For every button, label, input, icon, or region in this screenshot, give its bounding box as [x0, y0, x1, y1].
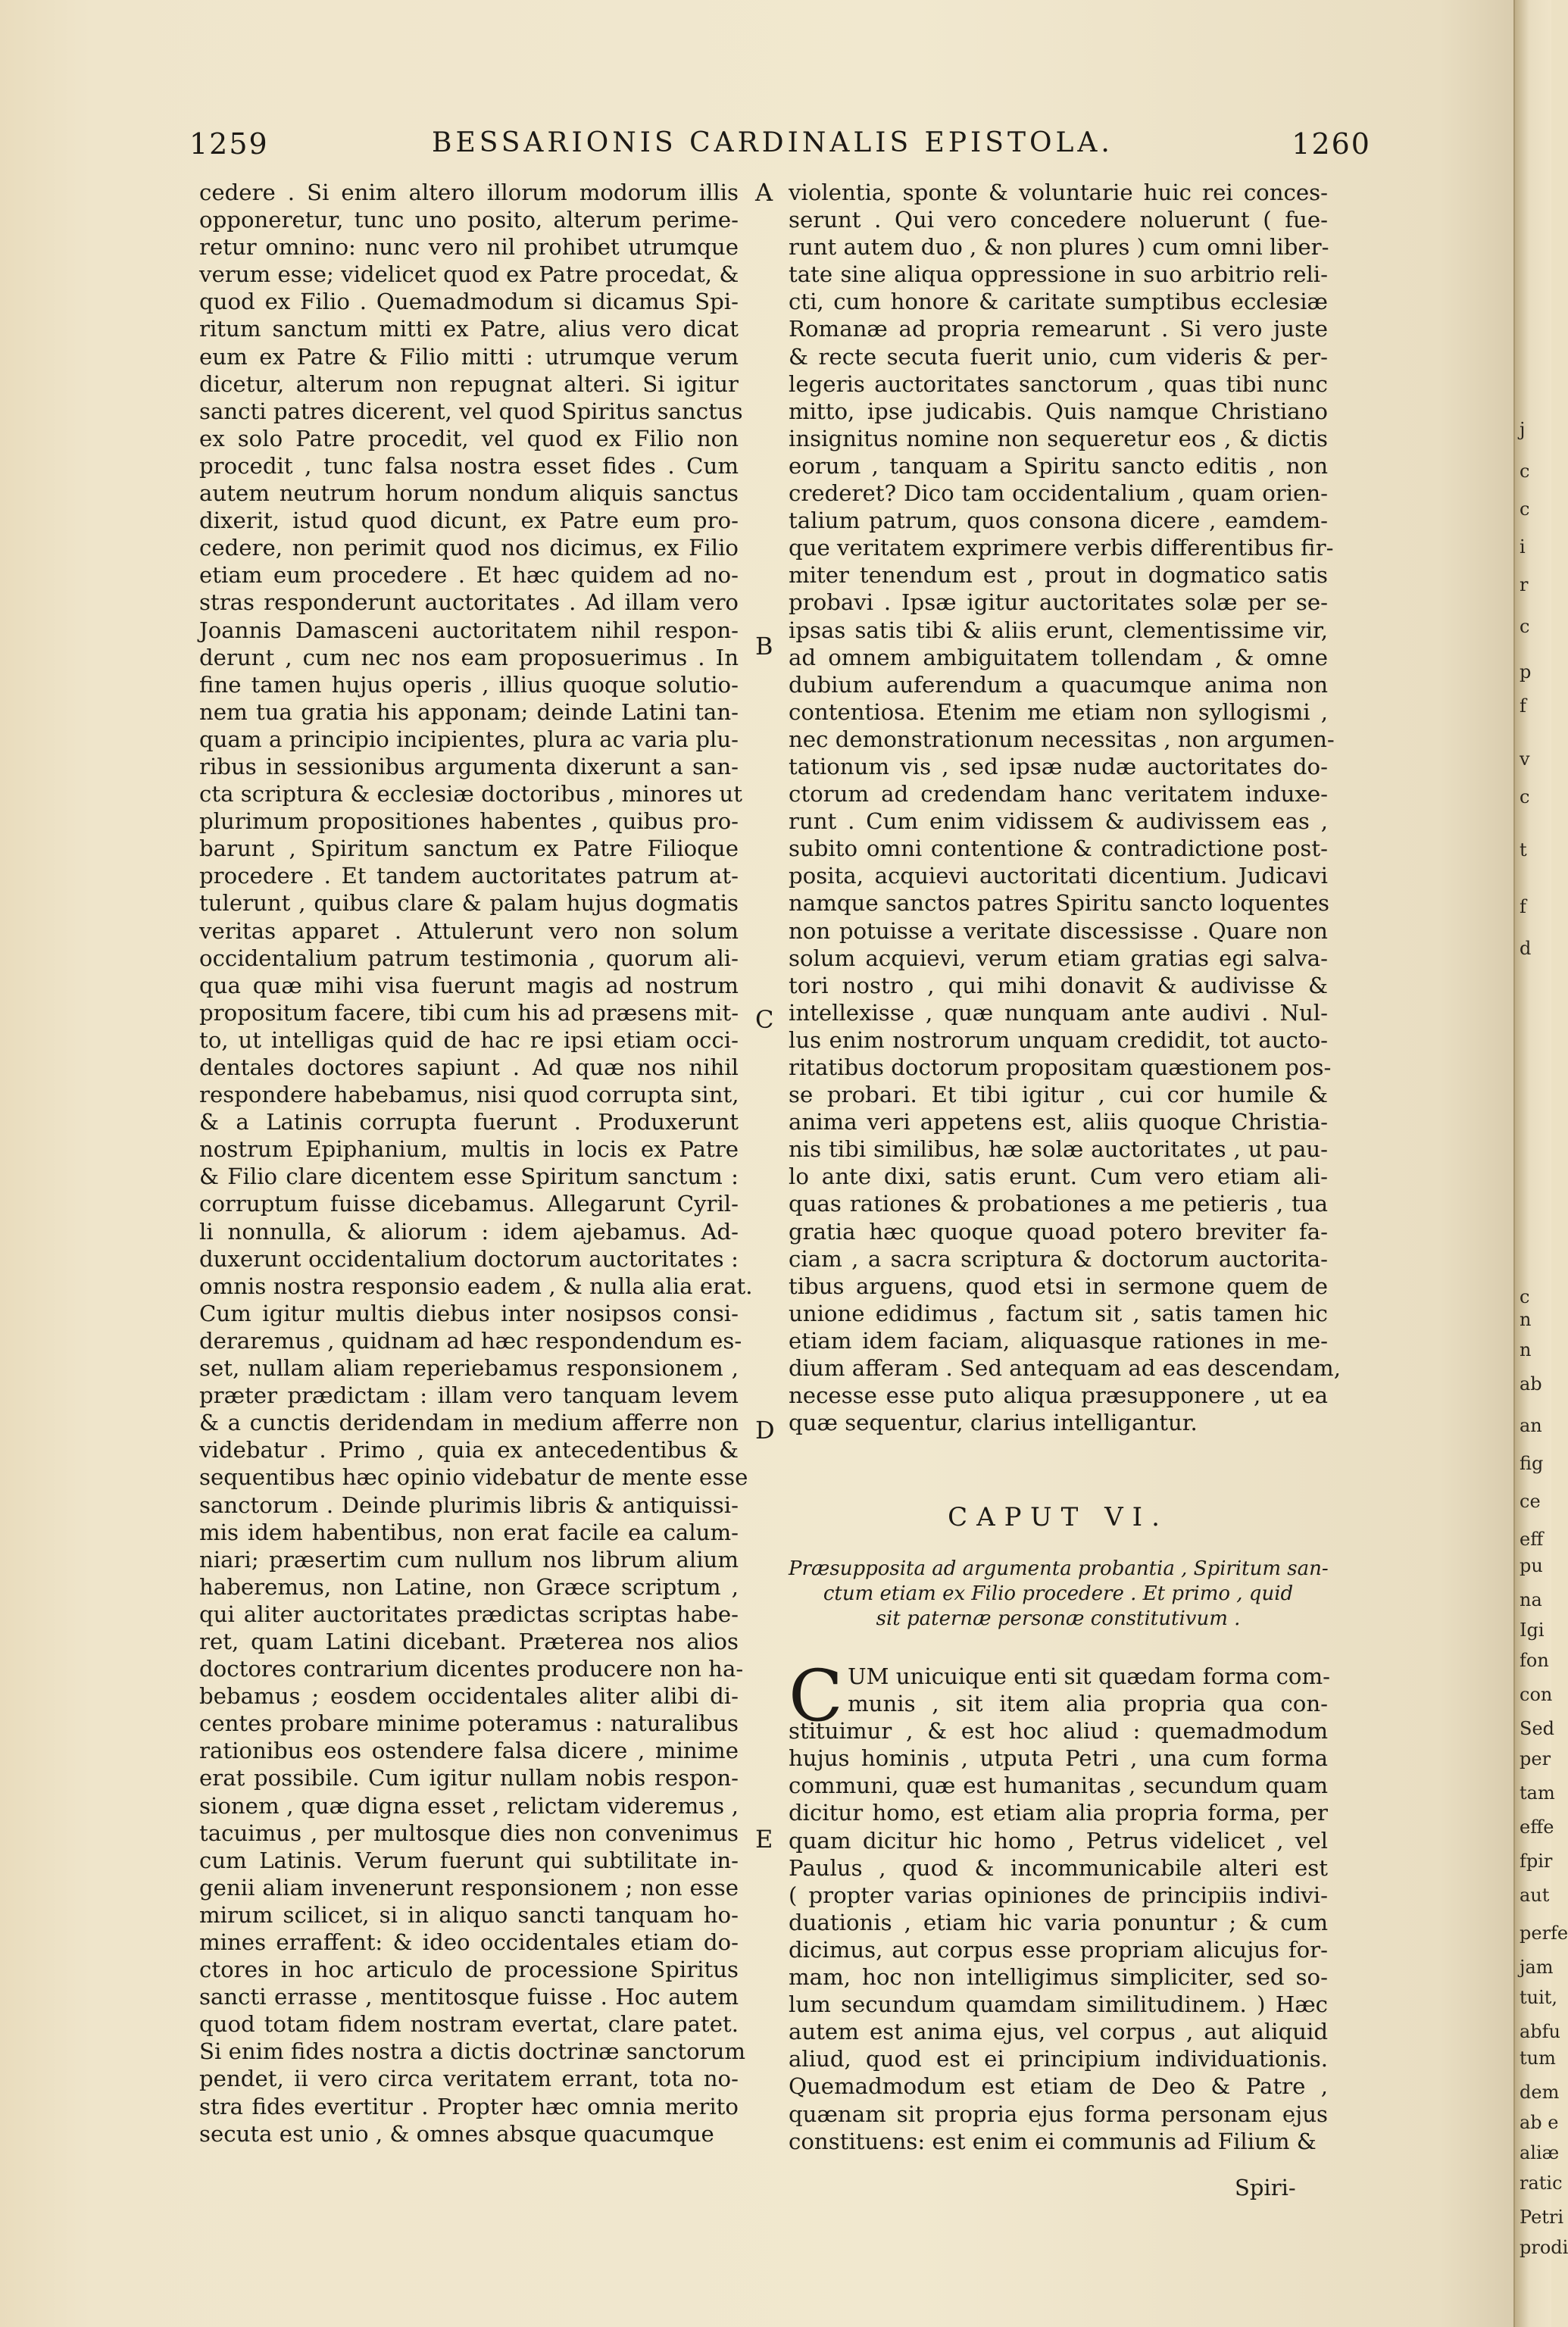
text-line: quæ sequentur, clarius intelligantur. — [789, 1410, 1198, 1436]
body-line: mam, hoc non intelligimus simpliciter, sed so- — [789, 1964, 1328, 1991]
margin-letter-c: C — [755, 1005, 774, 1034]
next-page-fragment: c — [1520, 786, 1530, 807]
text-line: dubium auferendum a quacumque anima non — [789, 671, 1328, 698]
catchword: Spiri- — [1235, 2175, 1296, 2200]
text-line: tibus arguens, quod etsi in sermone quem de — [789, 1273, 1328, 1299]
text-line: centes probare minime poteramus : naturalibus — [199, 1710, 739, 1737]
body-line: constituens: est enim ei communis ad Filium & — [789, 2128, 1317, 2154]
next-page-fragment: fig — [1520, 1453, 1544, 1474]
body-line: duationis , etiam hic varia ponuntur ; & cum — [789, 1909, 1328, 1935]
text-line: tulerunt , quibus clare & palam hujus dogmatis — [199, 890, 739, 917]
next-page-fragment: per — [1520, 1748, 1551, 1769]
text-line: sancti patres dicerent, vel quod Spiritus sanctus — [199, 398, 743, 424]
body-line: quænam sit propria ejus forma personam ejus — [789, 2101, 1328, 2127]
next-page-fragment: con — [1520, 1684, 1553, 1705]
text-line: runt autem duo , & non plures ) cum omni liber- — [789, 234, 1329, 261]
text-line: duxerunt occidentalium doctorum auctoritates : — [199, 1245, 739, 1272]
next-page-fragment: aliæ — [1520, 2142, 1560, 2163]
body-line: communi, quæ est humanitas , secundum quam — [789, 1773, 1328, 1799]
text-line: cum Latinis. Verum fuerunt qui subtilitate in- — [199, 1847, 739, 1873]
text-line: etiam idem faciam, aliquasque rationes in me- — [789, 1327, 1328, 1354]
text-line: erat possibile. Cum igitur nullam nobis respon- — [199, 1765, 739, 1791]
text-line: fine tamen hujus operis , illius quoque solutio- — [199, 671, 739, 698]
text-line: videbatur . Primo , quia ex antecedentibus & — [199, 1437, 739, 1463]
text-line: que veritatem exprimere verbis differentibus fir- — [789, 535, 1334, 561]
right-column — [789, 179, 1342, 1436]
text-line: nec demonstrationum necessitas , non argumen- — [789, 726, 1335, 752]
chapter-subtitle — [789, 1557, 1328, 1632]
text-line: probavi . Ipsæ igitur auctoritates solæ per se- — [789, 589, 1328, 616]
text-line: ad omnem ambiguitatem tollendam , & omne — [789, 644, 1328, 670]
text-line: plurimum propositiones habentes , quibus pro- — [199, 808, 739, 835]
text-line: mines erraffent: & ideo occidentales etiam do- — [199, 1929, 739, 1955]
next-page-fragment: t — [1520, 839, 1527, 861]
text-line: propositum facere, tibi cum his ad præsens mit- — [199, 999, 739, 1026]
next-page-fragment: ab — [1520, 1373, 1542, 1395]
text-line: præter prædictam : illam vero tanquam levem — [199, 1382, 739, 1409]
chapter-heading: CAPUT VI. — [948, 1502, 1169, 1532]
subtitle-line: Præsupposita ad argumenta probantia , Spiritum san- — [789, 1557, 1329, 1580]
text-line: cti, cum honore & caritate sumptibus ecclesiæ — [789, 289, 1328, 315]
body-line: autem est anima ejus, vel corpus , aut aliquid — [789, 2019, 1328, 2045]
text-line: cta scriptura & ecclesiæ doctoribus , minores ut — [199, 781, 742, 807]
next-page-edge — [1513, 0, 1568, 2327]
text-line: dicetur, alterum non repugnat alteri. Si igitur — [199, 370, 739, 397]
text-line: ctores in hoc articulo de processione Spiritus — [199, 1957, 739, 1983]
text-line: tacuimus , per multosque dies non convenimus — [199, 1819, 739, 1846]
text-line: bebamus ; eosdem occidentales aliter alibi di- — [199, 1683, 739, 1710]
text-line: set, nullam aliam reperiebamus responsionem , — [199, 1355, 739, 1382]
text-line: miter tenendum est , prout in dogmatico satis — [789, 562, 1328, 589]
text-line: barunt , Spiritum sanctum ex Patre Filioque — [199, 836, 739, 862]
text-line: tori nostro , qui mihi donavit & audivisse & — [789, 972, 1328, 998]
text-line: tationum vis , sed ipsæ nudæ auctoritates do- — [789, 753, 1328, 779]
text-line: Cum igitur multis diebus inter nosipsos consi- — [199, 1300, 739, 1326]
body-line: munis , sit item alia propria qua con- — [848, 1691, 1328, 1717]
text-line: retur omnino: nunc vero nil prohibet utrumque — [199, 234, 739, 261]
text-line: procedere . Et tandem auctoritates patrum at- — [199, 863, 739, 889]
text-line: namque sanctos patres Spiritu sancto loquentes — [789, 890, 1329, 917]
body-line: aliud, quod est ei principium individuationis. — [789, 2046, 1328, 2072]
text-line: mirum scilicet, si in aliquo sancti tanquam ho- — [199, 1901, 739, 1928]
next-page-fragment: v — [1520, 748, 1530, 770]
next-page-fragment: ab e — [1520, 2112, 1559, 2133]
text-line: quam a principio incipientes, plura ac varia plu- — [199, 726, 739, 752]
next-page-fragment: abfu — [1520, 2021, 1561, 2042]
next-page-fragment: Petri — [1520, 2207, 1564, 2228]
text-line: Si enim fides nostra a dictis doctrinæ sanctorum — [199, 2038, 746, 2065]
next-page-fragment: ce — [1520, 1491, 1541, 1512]
body-line: stituimur , & est hoc aliud : quemadmodum — [789, 1718, 1328, 1744]
text-line: dixerit, istud quod dicunt, ex Patre eum pro- — [199, 508, 739, 534]
text-line: deraremus , quidnam ad hæc respondendum es- — [199, 1327, 742, 1354]
next-page-fragment: tam — [1520, 1782, 1555, 1804]
subtitle-line: sit paternæ personæ constitutivum . — [876, 1607, 1241, 1630]
text-line: mitto, ipse judicabis. Quis namque Christiano — [789, 398, 1328, 424]
text-line: sequentibus hæc opinio videbatur de mente esse — [199, 1464, 748, 1491]
text-line: crederet? Dico tam occidentalium , quam orien- — [789, 480, 1328, 507]
next-page-fragment: f — [1520, 695, 1526, 717]
text-line: Romanæ ad propria remearunt . Si vero juste — [789, 316, 1328, 342]
text-line: posita, acquievi auctoritati dicentium. Judicavi — [789, 863, 1328, 889]
text-line: tate sine aliqua oppressione in suo arbitrio reli- — [789, 261, 1328, 288]
text-line: ciam , a sacra scriptura & doctorum auctorita- — [789, 1245, 1328, 1272]
text-line: verum esse; videlicet quod ex Patre procedat, & — [199, 261, 739, 288]
text-line: subito omni contentione & contradictione post- — [789, 836, 1328, 862]
next-page-fragment: n — [1520, 1309, 1532, 1330]
next-page-fragment: pu — [1520, 1555, 1543, 1576]
text-line: procedit , tunc falsa nostra esset fides . Cum — [199, 452, 739, 479]
next-page-fragment: j — [1520, 419, 1526, 440]
body-line: Quemadmodum est etiam de Deo & Patre , — [789, 2073, 1328, 2100]
text-line: omnis nostra responsio eadem , & nulla alia erat. — [199, 1273, 753, 1299]
text-line: eorum , tanquam a Spiritu sancto editis , non — [789, 452, 1328, 479]
text-line: dentales doctores sapiunt . Ad quæ nos nihil — [199, 1054, 739, 1080]
text-line: nostrum Epiphanium, multis in locis ex Patre — [199, 1136, 739, 1163]
text-line: insignitus nomine non sequeretur eos , & dictis — [789, 425, 1328, 451]
text-line: unione edidimus , factum sit , satis tamen hic — [789, 1300, 1328, 1326]
next-page-fragment: n — [1520, 1339, 1532, 1360]
text-line: ritatibus doctorum propositam quæstionem pos- — [789, 1054, 1332, 1080]
text-line: stras responderunt auctoritates . Ad illam vero — [199, 589, 739, 616]
text-line: cedere . Si enim altero illorum modorum illis — [199, 180, 739, 205]
text-line: se probari. Et tibi igitur , cui cor humile & — [789, 1082, 1328, 1108]
text-line: qui aliter auctoritates prædictas scriptas habe- — [199, 1601, 739, 1627]
next-page-fragment: an — [1520, 1415, 1542, 1436]
next-page-fragment: dem — [1520, 2082, 1560, 2103]
text-line: respondere habebamus, nisi quod corrupta sint, — [199, 1082, 739, 1108]
text-line: etiam eum procedere . Et hæc quidem ad no- — [199, 562, 739, 589]
body-line: ( propter varias opiniones de principiis indivi- — [789, 1882, 1328, 1908]
text-line: lus enim nostrorum unquam credidit, tot aucto- — [789, 1026, 1328, 1053]
text-line: haberemus, non Latine, non Græce scriptum , — [199, 1573, 739, 1600]
text-line: occidentalium patrum testimonia , quorum ali- — [199, 945, 739, 971]
body-line: lum secundum quamdam similitudinem. ) Hæc — [789, 1991, 1328, 2018]
next-page-fragment: tum — [1520, 2047, 1556, 2069]
left-column — [199, 179, 753, 2147]
running-header — [189, 127, 1371, 165]
text-line: contentiosa. Etenim me etiam non syllogismi , — [789, 698, 1328, 725]
next-page-fragment: c — [1520, 498, 1530, 520]
text-line: ipsas satis tibi & aliis erunt, clementissime vir, — [789, 617, 1328, 643]
text-line: serunt . Qui vero concedere noluerunt ( fue- — [789, 207, 1328, 233]
next-page-fragment: Sed — [1520, 1718, 1555, 1739]
next-page-fragment: perfe — [1520, 1923, 1568, 1944]
text-line: to, ut intelligas quid de hac re ipsi etiam occi- — [199, 1026, 739, 1053]
body-line: UM unicuique enti sit quædam forma com- — [848, 1663, 1331, 1689]
next-page-fragment: eff — [1520, 1529, 1544, 1550]
text-line: runt . Cum enim vidissem & audivissem eas , — [789, 808, 1328, 835]
text-line: intellexisse , quæ nunquam ante audivi . Nul- — [789, 999, 1328, 1026]
text-line: nem tua gratia his apponam; deinde Latini tan- — [199, 698, 739, 725]
next-page-fragment: jam — [1520, 1957, 1554, 1978]
text-line: lo ante dixi, satis erunt. Cum vero etiam ali- — [789, 1164, 1328, 1190]
body-line: quam dicitur hic homo , Petrus videlicet , vel — [789, 1827, 1328, 1854]
margin-letter-d: D — [755, 1416, 775, 1445]
text-line: violentia, sponte & voluntarie huic rei conces- — [789, 180, 1328, 205]
text-line: non potuisse a veritate discessisse . Quare non — [789, 917, 1328, 944]
text-line: & a Latinis corrupta fuerunt . Produxerunt — [199, 1109, 739, 1135]
text-line: secuta est unio , & omnes absque quacumque — [199, 2120, 714, 2147]
text-line: genii aliam invenerunt responsionem ; non esse — [199, 1874, 739, 1901]
text-line: sancti errasse , mentitosque fuisse . Hoc autem — [199, 1984, 739, 2010]
body-line: dicimus, aut corpus esse propriam alicujus for- — [789, 1936, 1328, 1963]
text-line: & a cunctis deridendam in medium afferre non — [199, 1410, 739, 1436]
next-page-fragment: Igi — [1520, 1620, 1545, 1641]
text-line: talium patrum, quos consona dicere , eamdem- — [789, 508, 1328, 534]
text-line: & recte secuta fuerit unio, cum videris & per- — [789, 343, 1328, 370]
next-page-fragment: d — [1520, 938, 1532, 959]
text-line: rationibus eos ostendere falsa dicere , minime — [199, 1738, 739, 1764]
next-page-fragment: c — [1520, 616, 1530, 637]
text-line: ex solo Patre procedit, vel quod ex Filio non — [199, 425, 739, 451]
next-page-fragment: effe — [1520, 1816, 1554, 1838]
body-line: hujus hominis , utputa Petri , una cum forma — [789, 1745, 1328, 1772]
body-line: dicitur homo, est etiam alia propria forma, per — [789, 1800, 1328, 1826]
next-page-fragment: c — [1520, 461, 1530, 482]
page-number-left: 1259 — [189, 127, 269, 161]
page-number-right: 1260 — [1292, 127, 1371, 161]
text-line: gratia hæc quoque quoad potero breviter fa- — [789, 1218, 1328, 1245]
text-line: ritum sanctum mitti ex Patre, alius vero dicat — [199, 316, 739, 342]
text-line: veritas apparet . Attulerunt vero non solum — [199, 917, 739, 944]
text-line: quod ex Filio . Quemadmodum si dicamus Spi- — [199, 289, 739, 315]
margin-letter-b: B — [755, 632, 773, 661]
text-line: Joannis Damasceni auctoritatem nihil respon- — [199, 617, 739, 643]
text-line: li nonnulla, & aliorum : idem ajebamus. Ad- — [199, 1218, 739, 1245]
text-line: ribus in sessionibus argumenta dixerunt a san- — [199, 753, 739, 779]
text-line: mis idem habentibus, non erat facile ea calum- — [199, 1519, 739, 1545]
text-line: anima veri appetens est, aliis quoque Christia- — [789, 1109, 1328, 1135]
drop-cap: C — [789, 1655, 843, 1738]
next-page-fragment: aut — [1520, 1885, 1550, 1906]
text-line: eum ex Patre & Filio mitti : utrumque verum — [199, 343, 739, 370]
text-line: opponeretur, tunc uno posito, alterum perime- — [199, 207, 739, 233]
text-line: cedere, non perimit quod nos dicimus, ex Filio — [199, 535, 739, 561]
text-line: stra fides evertitur . Propter hæc omnia merito — [199, 2093, 739, 2119]
body-line: Paulus , quod & incommunicabile alteri est — [789, 1854, 1328, 1881]
text-line: quas rationes & probationes a me petieris , tua — [789, 1191, 1328, 1217]
text-line: dium afferam . Sed antequam ad eas descendam, — [789, 1355, 1342, 1382]
text-line: doctores contrarium dicentes producere non ha- — [199, 1656, 744, 1682]
text-line: ret, quam Latini dicebant. Præterea nos alios — [199, 1628, 739, 1654]
text-line: pendet, ii vero circa veritatem errant, tota no- — [199, 2066, 739, 2092]
chapter-body — [789, 1655, 1331, 2155]
next-page-fragment: f — [1520, 896, 1526, 917]
text-line: necesse esse puto aliqua præsupponere , ut ea — [789, 1382, 1328, 1409]
margin-letter-a: A — [755, 178, 773, 207]
running-title: BESSARIONIS CARDINALIS EPISTOLA. — [432, 127, 1114, 158]
text-line: ctorum ad credendam hanc veritatem induxe- — [789, 781, 1328, 807]
text-line: qua quæ mihi visa fuerunt magis ad nostrum — [199, 972, 739, 998]
next-page-fragment: p — [1520, 661, 1532, 682]
text-line: corruptum fuisse dicebamus. Allegarunt Cyril- — [199, 1191, 739, 1217]
next-page-fragment: prodi — [1520, 2237, 1568, 2258]
subtitle-line: ctum etiam ex Filio procedere . Et primo , quid — [823, 1582, 1294, 1605]
text-line: sanctorum . Deinde plurimis libris & antiquissi- — [199, 1491, 739, 1518]
text-line: niari; præsertim cum nullum nos librum alium — [199, 1546, 739, 1573]
text-line: sionem , quæ digna esset , relictam videremus , — [199, 1792, 739, 1819]
next-page-fragment: fon — [1520, 1650, 1549, 1671]
margin-letter-e: E — [755, 1825, 773, 1854]
text-line: & Filio clare dicentem esse Spiritum sanctum : — [199, 1164, 739, 1190]
text-line: solum acquievi, verum etiam gratias egi salva- — [789, 945, 1328, 971]
next-page-fragment: ratic — [1520, 2172, 1563, 2194]
text-line: derunt , cum nec nos eam proposuerimus . In — [199, 644, 739, 670]
text-line: quod totam fidem nostram evertat, clare patet. — [199, 2011, 739, 2038]
next-page-fragment: c — [1520, 1286, 1530, 1307]
next-page-fragment: fpir — [1520, 1851, 1553, 1872]
text-line: autem neutrum horum nondum aliquis sanctus — [199, 480, 739, 507]
next-page-fragment: i — [1520, 536, 1526, 558]
next-page-fragment: tuit, — [1520, 1987, 1558, 2008]
next-page-fragment: r — [1520, 574, 1529, 595]
text-line: nis tibi similibus, hæ solæ auctoritates , ut pau- — [789, 1136, 1328, 1163]
next-page-fragment: na — [1520, 1589, 1542, 1610]
text-line: legeris auctoritates sanctorum , quas tibi nunc — [789, 370, 1328, 397]
